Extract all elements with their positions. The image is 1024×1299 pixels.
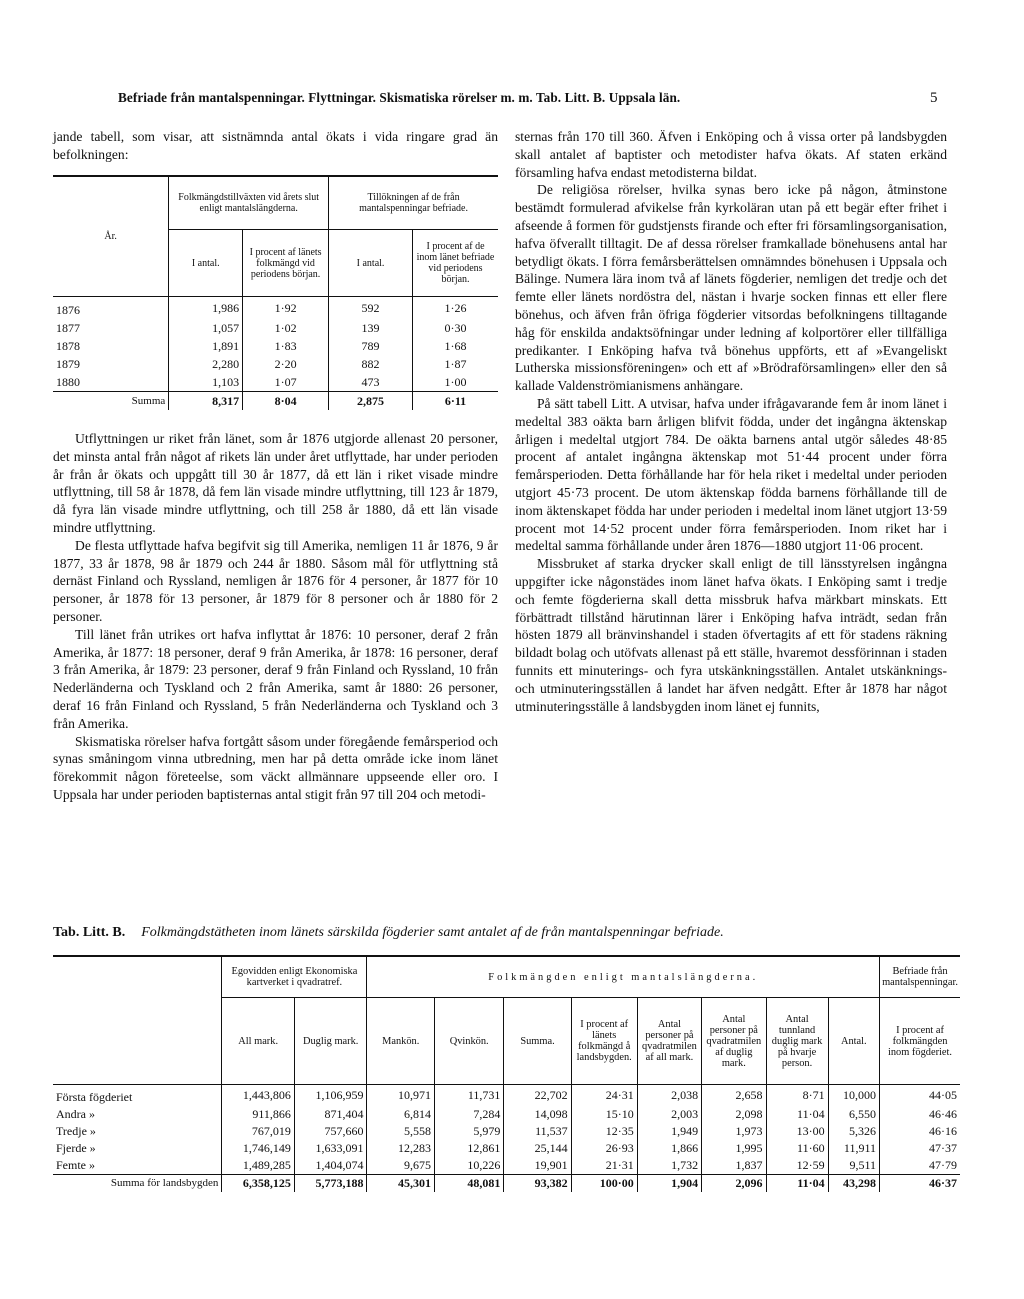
th-pct-pop: I procent af länets folkmängd å landsbygden.	[571, 998, 637, 1085]
cell-b: 1·02	[243, 319, 329, 337]
cell-p: 24·31	[571, 1085, 637, 1107]
cell-s: 19,901	[504, 1157, 571, 1175]
table-sum-row	[53, 392, 498, 411]
th-tunnland: Antal tunnland duglig mark på hvarje person.	[766, 998, 828, 1085]
cell-b: 1·92	[243, 297, 329, 320]
th-group-exempt: Tillökningen af de från mantalspenningar befriade.	[329, 176, 498, 230]
cell-sum-p: 100·00	[571, 1175, 637, 1193]
cell-c: 592	[329, 297, 413, 320]
table-row	[53, 1085, 960, 1107]
cell-dug: 1,404,074	[294, 1157, 367, 1175]
cell-m: 6,814	[367, 1106, 434, 1123]
cell-pd: 1,973	[702, 1123, 766, 1140]
cell-an: 6,550	[828, 1106, 879, 1123]
cell-pe: 46·16	[880, 1123, 960, 1140]
cell-pe: 47·37	[880, 1140, 960, 1157]
cell-d: 1·00	[413, 373, 498, 392]
cell-year: 1878	[56, 339, 80, 353]
cell-sum-q: 48,081	[434, 1175, 503, 1193]
cell-sum-dug: 5,773,188	[294, 1175, 367, 1193]
cell-b: 1·83	[243, 337, 329, 355]
th-antal-b: Antal.	[828, 998, 879, 1085]
th-antal-1: I antal.	[169, 230, 243, 297]
cell-district: Tredje »	[56, 1124, 96, 1138]
th-all-mark: All mark.	[222, 998, 295, 1085]
cell-sum-label: Summa för landsbygden	[110, 1177, 219, 1189]
cell-d: 1·26	[413, 297, 498, 320]
cell-p: 12·35	[571, 1123, 637, 1140]
cell-all: 1,746,149	[222, 1140, 295, 1157]
table-row	[53, 337, 498, 355]
cell-pa: 2,038	[637, 1085, 701, 1107]
cell-pe: 47·79	[880, 1157, 960, 1175]
table-sum-row	[53, 1175, 960, 1193]
cell-c: 789	[329, 337, 413, 355]
cell-an: 5,326	[828, 1123, 879, 1140]
cell-district: Andra »	[56, 1107, 95, 1121]
cell-sum-an: 43,298	[828, 1175, 879, 1193]
para-destinations: De flesta utflyttade hafva begifvit sig till Amerika, nemligen 11 år 1876, 9 år 1877, 33 år 1878, 98 år 1879 och 244 år 1880. Såsom mål för utflyttning stå dernäst Finland och Ryssland, nemligen år 1876 för 4 personer, år 1877 för 10 personer, år 1878 för 13 personer, år 1879 för 8 personer och år 1880 för 2 personer.	[53, 537, 498, 624]
cell-q: 10,226	[434, 1157, 503, 1175]
th-year: År.	[104, 231, 117, 242]
cell-s: 14,098	[504, 1106, 571, 1123]
cell-m: 5,558	[367, 1123, 434, 1140]
cell-pa: 1,866	[637, 1140, 701, 1157]
th-pct-1: I procent af länets folkmängd vid periodens början.	[243, 230, 329, 297]
cell-c: 473	[329, 373, 413, 392]
left-column	[53, 128, 498, 164]
cell-pa: 2,003	[637, 1106, 701, 1123]
header-title: Befriade från mantalspenningar. Flyttningar. Skismatiska rörelser m. m. Tab. Litt. B. Uppsala län.	[118, 90, 681, 105]
cell-a: 1,057	[169, 319, 243, 337]
table-row	[53, 319, 498, 337]
th-group-pop: Folkmängden enligt mantalslängderna.	[367, 956, 880, 998]
cell-all: 911,866	[222, 1106, 295, 1123]
cell-a: 1,986	[169, 297, 243, 320]
cell-c: 882	[329, 355, 413, 373]
th-per-all: Antal personer på qvadratmilen af all mark.	[637, 998, 701, 1085]
cell-year: 1877	[56, 321, 80, 335]
page-number: 5	[930, 90, 938, 106]
table-density	[53, 955, 960, 1192]
para-schism: Skismatiska rörelser hafva fortgått såsom under föregående femårsperiod och synas småningom vinna utbredning, men har på detta område icke inom länet förekommit någon företeelse, som väckt allmännare uppseende eller oro. I Uppsala har under perioden baptisternas antal stigit från 97 till 204 och metodi-	[53, 733, 498, 802]
para-baptists: sternas från 170 till 360. Äfven i Enköping och å vissa orter på landsbygden skall antalet af baptister och metodister hafva ökats. Af staten erkänd församling hafva endast metodisterna bildat.	[515, 129, 947, 180]
cell-t: 13·00	[766, 1123, 828, 1140]
cell-m: 10,971	[367, 1085, 434, 1107]
cell-dug: 1,633,091	[294, 1140, 367, 1157]
cell-all: 767,019	[222, 1123, 295, 1140]
cell-sum-t: 11·04	[766, 1175, 828, 1193]
cell-sum-pa: 1,904	[637, 1175, 701, 1193]
table-b-caption	[53, 925, 958, 941]
cell-t: 8·71	[766, 1085, 828, 1107]
cell-t: 11·04	[766, 1106, 828, 1123]
cell-pe: 44·05	[880, 1085, 960, 1107]
cell-pe: 46·46	[880, 1106, 960, 1123]
para-immigration: Till länet från utrikes ort hafva inflyttat år 1876: 10 personer, deraf 2 från Amerika, år 1877: 18 personer, deraf 9 från Amerika, år 1878: 16 personer, deraf 3 från Amerika, år 1879: 23 personer, deraf 9 från Finland och Ryssland, 10 från Nederländerna och Tyskland och 2 från Amerika, samt år 1880: 26 personer, deraf 16 från Finland och Ryssland, 5 från Nederländerna och Tyskland och 3 från Amerika.	[53, 626, 498, 731]
table-row	[53, 355, 498, 373]
cell-p: 21·31	[571, 1157, 637, 1175]
cell-sum-pd: 2,096	[702, 1175, 766, 1193]
table-b-body	[53, 1085, 960, 1193]
cell-t: 12·59	[766, 1157, 828, 1175]
th-pct-2: I procent af de inom länet befriade vid periodens början.	[413, 230, 498, 297]
table-row	[53, 1140, 960, 1157]
cell-district: Fjerde »	[56, 1141, 96, 1155]
cell-sum-all: 6,358,125	[222, 1175, 295, 1193]
right-column	[515, 128, 947, 715]
cell-sum-m: 45,301	[367, 1175, 434, 1193]
cell-t: 11·60	[766, 1140, 828, 1157]
cell-year: 1880	[56, 375, 80, 389]
th-summa: Summa.	[504, 998, 571, 1085]
cell-sum-s: 93,382	[504, 1175, 571, 1193]
cell-m: 9,675	[367, 1157, 434, 1175]
cell-d: 1·87	[413, 355, 498, 373]
table-row	[53, 1157, 960, 1175]
th-group-growth: Folkmängdstillväxten vid årets slut enligt mantalslängderna.	[169, 176, 329, 230]
para-alcohol: Missbruket af starka drycker skall enligt de till länsstyrelsen ingångna uppgifter icke någonstädes inom länet hafva ökats. I Enköping samt i tredje och femte fögderierna skall detta missbruk hafva märkbart minskats. Ett förbättradt tillstånd härutinnan lärer i Enköping hafva inträdt, sedan från hösten 1879 all bränvinshandel i staden öfvertagits af ett för stadens räkning bildadt bolag och utöfvats allenast på ett ställe, hvaremot dessförinnan i staden funnits ett minuterings- och fyra utskänkningsställen. Antalet utskänknings- och utminuteringsställen å landet har äfven nedgått. Efter år 1878 har något utminuteringsställe å landsbygden inom länet ej funnits,	[515, 556, 947, 714]
th-group-exempt-b: Befriade från mantalspenningar.	[880, 956, 960, 998]
para-births: På sätt tabell Litt. A utvisar, hafva under ifrågavarande fem år inom länet i medeltal 383 oäkta barn årligen blifvit födda, under det ingångna äktenskap årligen i medeltal utgjort 784. De oäkta barnens antal utgör således 48·85 procent af antalet ingångna äktenskap mot 51·44 procent under förra femårsperioden. Detta förhållande har för hela riket i medeltal under perioden utgjort 45·73 procent. De utom äktenskap födda barnens förhållande till de inom äktenskapet födda har under perioden i medeltal inom länet utgjort 13·59 procent mot 14·52 procent under förra femårsperioden. Inom riket har i medeltal samma förhållande under åren 1876—1880 utgjort 11·06 procent.	[515, 395, 947, 554]
para-emigration: Utflyttningen ur riket från länet, som år 1876 utgjorde allenast 20 personer, det minsta antal från något af rikets län under året utflyttade, har under perioden år från år ökats och uppgått till 30 år 1877, då ett län i riket visade mindre utflyttning, till 58 år 1878, då fem län visade mindre utflyttning, till 123 år 1879, då fyra län visade mindre utflyttning, och till 258 år 1880, då ett län visade mindre utflyttning.	[53, 431, 498, 535]
left-intro: jande tabell, som visar, att sistnämnda antal ökats i vida ringare grad än befolkningen:	[53, 129, 498, 162]
table-b-title: Folkmängdstätheten inom länets särskilda fögderier samt antalet af de från mantalspenningar befriade.	[141, 925, 724, 940]
cell-q: 12,861	[434, 1140, 503, 1157]
th-group-area: Egovidden enligt Ekonomiska kartverket i qvadratref.	[222, 956, 367, 998]
table-b-tag: Tab. Litt. B.	[53, 925, 126, 940]
th-per-duglig: Antal personer på qvadratmilen af duglig mark.	[702, 998, 766, 1085]
cell-sum-b: 8·04	[243, 392, 329, 411]
cell-pd: 2,098	[702, 1106, 766, 1123]
cell-sum-a: 8,317	[169, 392, 243, 411]
cell-year: 1876	[56, 303, 80, 317]
table-a-body	[53, 297, 498, 411]
cell-q: 7,284	[434, 1106, 503, 1123]
cell-b: 2·20	[243, 355, 329, 373]
table-row	[53, 1106, 960, 1123]
table-row	[53, 297, 498, 320]
cell-s: 11,537	[504, 1123, 571, 1140]
cell-sum-c: 2,875	[329, 392, 413, 411]
left-column-text	[53, 430, 498, 804]
cell-b: 1·07	[243, 373, 329, 392]
cell-s: 22,702	[504, 1085, 571, 1107]
cell-sum-d: 6·11	[413, 392, 498, 411]
cell-all: 1,489,285	[222, 1157, 295, 1175]
cell-a: 2,280	[169, 355, 243, 373]
cell-pa: 1,949	[637, 1123, 701, 1140]
th-duglig-mark: Duglig mark.	[294, 998, 367, 1085]
cell-s: 25,144	[504, 1140, 571, 1157]
cell-pa: 1,732	[637, 1157, 701, 1175]
table-population-growth	[53, 175, 498, 410]
cell-district: Femte »	[56, 1158, 95, 1172]
cell-q: 5,979	[434, 1123, 503, 1140]
cell-an: 9,511	[828, 1157, 879, 1175]
cell-dug: 1,106,959	[294, 1085, 367, 1107]
cell-a: 1,891	[169, 337, 243, 355]
cell-an: 11,911	[828, 1140, 879, 1157]
cell-dug: 871,404	[294, 1106, 367, 1123]
cell-district: Första fögderiet	[56, 1090, 133, 1104]
th-mankon: Mankön.	[367, 998, 434, 1085]
cell-sum-label: Summa	[131, 395, 166, 407]
th-antal-2: I antal.	[329, 230, 413, 297]
cell-pd: 2,658	[702, 1085, 766, 1107]
table-row	[53, 373, 498, 392]
th-qvinkon: Qvinkön.	[434, 998, 503, 1085]
cell-d: 0·30	[413, 319, 498, 337]
cell-c: 139	[329, 319, 413, 337]
para-religious: De religiösa rörelser, hvilka synas bero icke på någon, åtminstone bestämdt formulerad afvikelse från kyrkoläran utan på ett begär efter frihet i afseende å formen för gudstjensts firande och efter fri församlingsorganisation, hafva öfverallt tilltagit. De af dessa rörelser framkallade bönehusens antal har betydligt ökats. I förra femårsberättelsen omnämndes bönehusen i Uppsala och Bälinge. Numera lära inom två af länets fögderier, nemligen det tredje och det femte eller länets nordöstra del, nästan i hvarje socken finnas ett eller flere bönehus, och äfven från öfriga fögderier vitsordas befolkningens tilltagande håg för enskilda andaktsöfningar under ledning af kolportörer eller tillfälliga predikanter. I Enköping hafva två bönehus uppförts, ett af »Evangeliskt Lutherska missionsföreningen» och ett af »Brödraförsamlingen» eller den så kallade Valdenströmianismens anhängare.	[515, 182, 947, 394]
cell-year: 1879	[56, 357, 80, 371]
cell-a: 1,103	[169, 373, 243, 392]
cell-p: 15·10	[571, 1106, 637, 1123]
cell-q: 11,731	[434, 1085, 503, 1107]
cell-an: 10,000	[828, 1085, 879, 1107]
cell-m: 12,283	[367, 1140, 434, 1157]
cell-pd: 1,837	[702, 1157, 766, 1175]
table-row	[53, 1123, 960, 1140]
cell-all: 1,443,806	[222, 1085, 295, 1107]
th-district	[53, 956, 222, 1085]
cell-dug: 757,660	[294, 1123, 367, 1140]
cell-p: 26·93	[571, 1140, 637, 1157]
cell-sum-pe: 46·37	[880, 1175, 960, 1193]
cell-pd: 1,995	[702, 1140, 766, 1157]
cell-d: 1·68	[413, 337, 498, 355]
th-pct-exempt: I procent af folkmängden inom fögderiet.	[880, 998, 960, 1085]
